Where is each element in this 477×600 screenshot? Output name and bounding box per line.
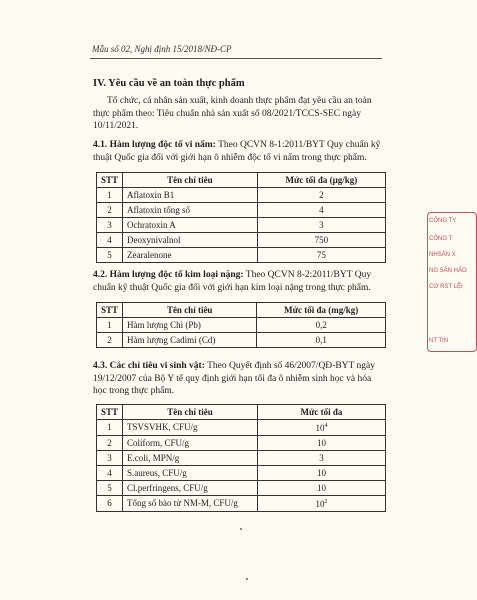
form-number: Mẫu số 02, Nghị định 15/2018/NĐ-CP: [92, 44, 232, 54]
mycotoxin-table: [96, 172, 386, 263]
row-name: Tổng số bào tử NM-M, CFU/g: [123, 496, 258, 512]
intro-line-1: Tổ chức, cá nhân sản xuất, kinh doanh thực phẩm đạt yêu cầu an toàn: [107, 96, 372, 106]
row-max: 75: [257, 248, 385, 263]
row-name: Ochratoxin A: [123, 218, 258, 233]
part2-text-2: chuẩn kỹ thuật Quốc gia đối với giới hạn kim loại nặng trong thực phẩm.: [93, 282, 371, 293]
col-name: Tên chỉ tiêu: [123, 173, 258, 188]
row-max-exp: 4: [324, 423, 328, 429]
part2-paragraph: [93, 269, 388, 294]
table-row: [97, 218, 386, 233]
table-row: [97, 496, 386, 512]
col-stt: STT: [97, 173, 123, 188]
row-max: [257, 420, 385, 436]
row-name: Deoxynivalnol: [123, 233, 258, 248]
table-header-row: [97, 303, 386, 318]
row-max: 10: [257, 436, 385, 451]
row-stt: 1: [97, 420, 123, 436]
row-max: 750: [257, 233, 385, 248]
table-row: [97, 233, 386, 248]
stamp-line: CƠ RST LỆI: [429, 284, 463, 290]
stamp-line: NG SẢN HẢO: [429, 268, 467, 274]
row-max-base: 10: [315, 499, 325, 509]
row-name: Aflatoxin B1: [123, 188, 258, 203]
heavy-metal-table: [96, 302, 386, 348]
table-row: [97, 466, 386, 481]
stamp-line: CÔNG TY: [429, 218, 457, 224]
row-stt: 3: [97, 451, 123, 466]
row-max: 4: [257, 203, 385, 218]
row-stt: 1: [97, 318, 123, 333]
row-max: 3: [257, 451, 385, 466]
stamp-line: NT TIN: [429, 338, 449, 344]
row-name: Zearalenone: [123, 248, 258, 263]
col-max: Mức tối đa: [257, 405, 385, 420]
row-stt: 5: [97, 248, 123, 263]
row-name: Aflatoxin tổng số: [123, 203, 258, 218]
header-rule: [90, 58, 382, 59]
col-stt: STT: [97, 405, 123, 420]
row-stt: 3: [97, 218, 123, 233]
row-max: 10: [257, 481, 385, 496]
intro-paragraph: [93, 95, 383, 133]
intro-line-3: 10/11/2021.: [93, 121, 139, 131]
table-row: [97, 248, 386, 263]
row-max: 2: [257, 188, 385, 203]
row-stt: 2: [97, 436, 123, 451]
part1-heading: 4.1. Hàm lượng độc tố vi nấm:: [93, 140, 216, 150]
row-max: 10: [257, 466, 385, 481]
row-name: Hàm lượng Cadimi (Cd): [123, 333, 257, 348]
part1-text-1: Theo QCVN 8-1:2011/BYT Quy chuẩn kỹ: [215, 140, 381, 150]
part3-text-1: Theo Quyết định số 46/2007/QĐ-BYT ngày: [204, 361, 375, 371]
row-name: TSVSVHK, CFU/g: [123, 420, 258, 436]
table-header-row: [97, 173, 386, 188]
row-name: E.coli, MPN/g: [123, 451, 258, 466]
part2-text-1: Theo QCVN 8-2:2011/BYT Quy: [243, 270, 372, 280]
row-stt: 2: [97, 203, 123, 218]
row-name: Hàm lượng Chì (Pb): [123, 318, 257, 333]
microbiology-table: [96, 404, 386, 512]
table-header-row: [97, 405, 386, 420]
row-max-base: 10: [315, 423, 325, 433]
row-stt: 4: [97, 466, 123, 481]
row-max-exp: 2: [324, 499, 328, 505]
row-stt: 2: [97, 333, 123, 348]
table-row: [97, 436, 386, 451]
table-row: [97, 481, 386, 496]
table-row: [97, 420, 386, 436]
part3-heading: 4.3. Các chỉ tiêu vi sinh vật:: [93, 361, 205, 371]
table-row: [97, 188, 386, 203]
row-max: 0,2: [257, 318, 386, 333]
col-name: Tên chỉ tiêu: [123, 405, 258, 420]
part3-paragraph: [93, 360, 388, 398]
stamp-line: CÔNG T: [429, 236, 453, 242]
part3-text-2: 19/12/2007 của Bộ Y tế quy định giới hạn tối đa ô nhiễm sinh học và hóa: [93, 373, 372, 384]
company-stamp: [425, 212, 467, 352]
row-name: Cl.perfringens, CFU/g: [123, 481, 258, 496]
part2-heading: 4.2. Hàm lượng độc tố kim loại nặng:: [93, 270, 244, 280]
table-row: [97, 318, 386, 333]
row-stt: 4: [97, 233, 123, 248]
col-max: Mức tối đa (µg/kg): [257, 173, 385, 188]
part1-text-2: thuật Quốc gia đối với giới hạn ô nhiễm độc tố vi nấm trong thực phẩm.: [93, 152, 367, 163]
stamp-border: [427, 212, 477, 352]
col-name: Tên chỉ tiêu: [123, 303, 257, 318]
section-title: IV. Yêu cầu về an toàn thực phẩm: [93, 78, 245, 89]
row-stt: 1: [97, 188, 123, 203]
row-name: Coliform, CFU/g: [123, 436, 258, 451]
row-name: S.aureus, CFU/g: [123, 466, 258, 481]
part3-text-3: học trong thực phẩm.: [93, 386, 175, 396]
col-stt: STT: [97, 303, 123, 318]
row-max: 0,1: [257, 333, 386, 348]
row-stt: 5: [97, 481, 123, 496]
col-max: Mức tối đa (mg/kg): [257, 303, 386, 318]
row-max: [257, 496, 385, 512]
intro-line-2: thực phẩm theo: Tiêu chuẩn nhà sản xuất số 08/2021/TCCS-SEC ngày: [93, 108, 361, 119]
row-max: 3: [257, 218, 385, 233]
stamp-line: NHSẢN X: [429, 252, 456, 258]
table-row: [97, 333, 386, 348]
table-row: [97, 451, 386, 466]
row-stt: 6: [97, 496, 123, 512]
table-row: [97, 203, 386, 218]
scan-speck: [240, 528, 242, 530]
scan-speck: [246, 578, 248, 580]
part1-paragraph: [93, 139, 388, 164]
